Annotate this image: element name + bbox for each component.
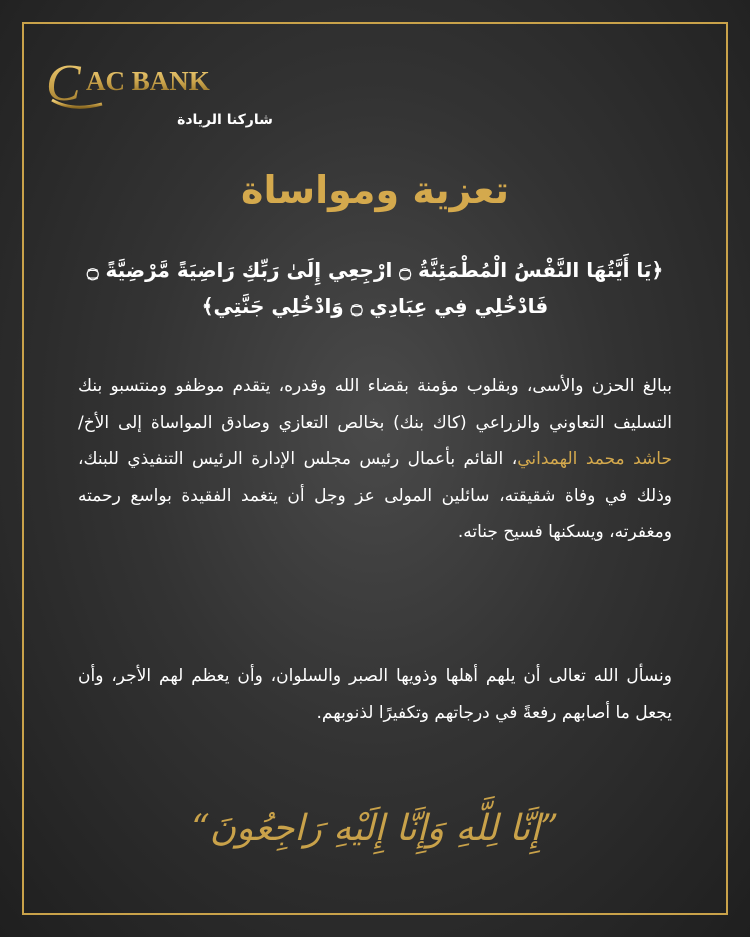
highlighted-name: حاشد محمد الهمداني	[517, 449, 672, 469]
logo-initial: C	[46, 55, 81, 112]
closing-phrase: ”إِنَّا لِلَّهِ وَإِنَّا إِلَيْهِ رَاجِعُونَ“	[191, 808, 559, 849]
page-title: تعزية ومواساة	[241, 168, 509, 212]
bank-logo	[42, 52, 273, 132]
prayer-paragraph: ونسأل الله تعالى أن يلهم أهلها وذويها الصبر والسلوان، وأن يعظم لهم الأجر، وأن يجعل ما أصابهم رفعةً في درجاتهم وتكفيرًا لذنوبهم.	[78, 666, 672, 723]
quran-verse: ﴿يَا أَيَّتُهَا النَّفْسُ الْمُطْمَئِنَّةُ ۝ ارْجِعِي إِلَىٰ رَبِّكِ رَاضِيَةً مَّرْضِيَّةً ۝ فَادْخُلِي فِي عِبَادِي ۝ وَادْخُلِي جَنَّتِي﴾	[86, 258, 664, 318]
condolence-paragraph	[78, 368, 672, 551]
paragraph-text-end: ، القائم بأعمال رئيس مجلس الإدارة الرئيس التنفيذي للبنك، وذلك في وفاة شقيقته، سائلين المولى عز وجل أن يتغمد الفقيدة بواسع رحمته ومغفرته، ويسكنها فسيح جناته.	[78, 449, 672, 542]
logo-name: AC BANK	[86, 66, 210, 96]
logo-mark	[42, 52, 252, 114]
logo-tagline: شاركنا الريادة	[177, 112, 273, 128]
paragraph-text-start: ببالغ الحزن والأسى، وبقلوب مؤمنة بقضاء الله وقدره، يتقدم موظفو ومنتسبو بنك التسليف التعاوني والزراعي (كاك بنك) بخالص التعازي وصادق المواساة إلى الأخ/	[78, 376, 672, 433]
